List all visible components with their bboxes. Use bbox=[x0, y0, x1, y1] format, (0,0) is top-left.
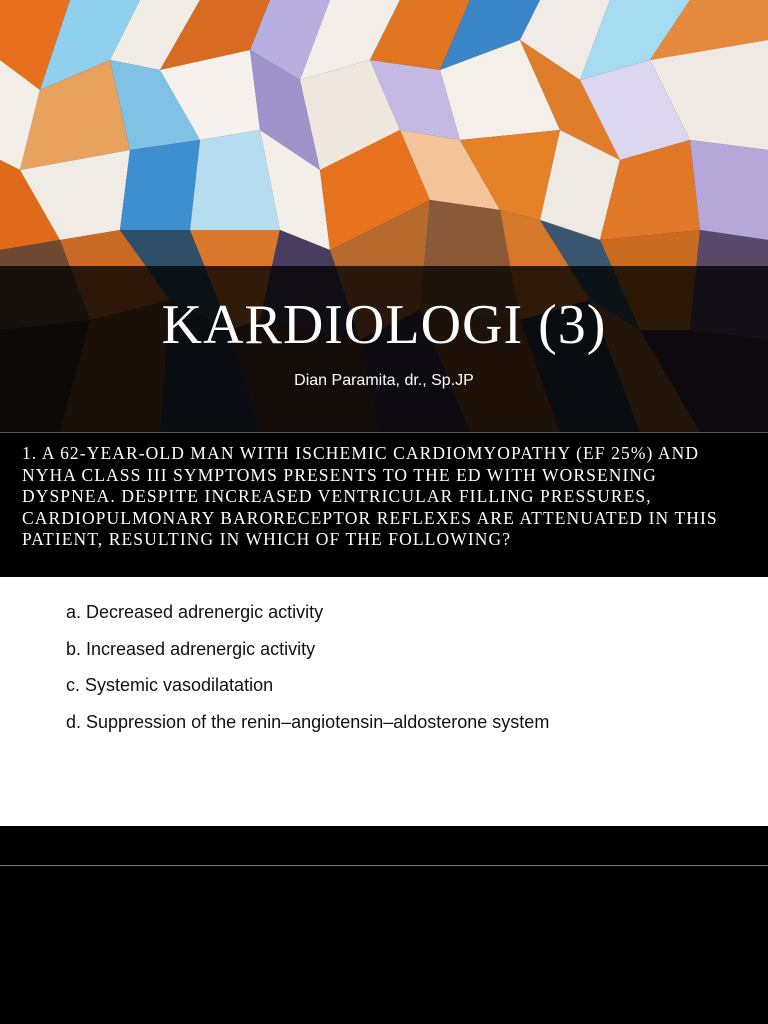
answer-options bbox=[66, 601, 549, 747]
title-slide bbox=[0, 0, 768, 432]
option-c: c. Systemic vasodilatation bbox=[66, 675, 274, 695]
question-header bbox=[0, 433, 768, 577]
slide-title: KARDIOLOGI (3) bbox=[161, 294, 607, 356]
divider bbox=[0, 865, 768, 866]
slide-subtitle: Dian Paramita, dr., Sp.JP bbox=[294, 372, 474, 389]
question-text: 1. A 62-YEAR-OLD MAN WITH ISCHEMIC CARDIOMYOPATHY (EF 25%) AND NYHA CLASS III SYMPTOMS PRESENTS TO THE ED WITH WORSENING DYSPNEA. DESPITE INCREASED VENTRICULAR FILLING PRESSURES, CARDIOPULMONARY BARORECEPTOR REFLEXES ARE ATTENUATED IN THIS PATIENT, RESULTING IN WHICH OF THE FOLLOWING? bbox=[22, 443, 718, 549]
question-slide bbox=[0, 432, 768, 827]
option-a: a. Decreased adrenergic activity bbox=[66, 602, 324, 622]
option-b: b. Increased adrenergic activity bbox=[66, 638, 316, 659]
next-slide bbox=[0, 826, 768, 1024]
option-d: d. Suppression of the renin–angiotensin–aldosterone system bbox=[66, 711, 550, 732]
